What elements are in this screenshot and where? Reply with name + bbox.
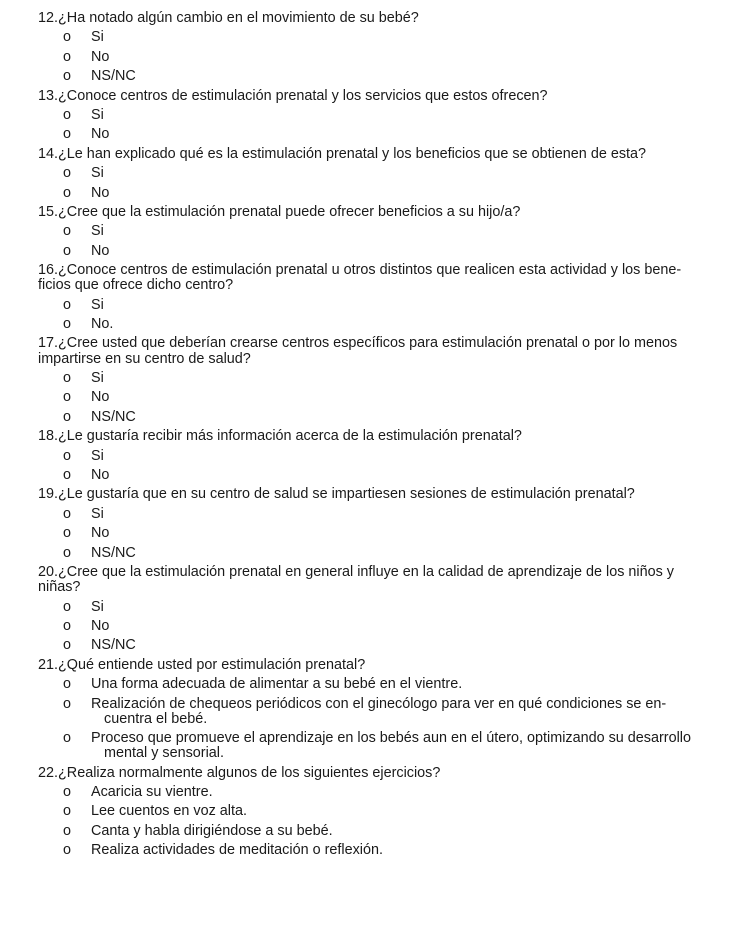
- question-text: [38, 145, 732, 164]
- option-bullet: o: [63, 822, 72, 839]
- answer-option[interactable]: [38, 408, 736, 427]
- answer-option[interactable]: [38, 315, 736, 334]
- option-bullet: o: [63, 784, 72, 801]
- question-text: [38, 261, 732, 296]
- question-text: [38, 203, 732, 222]
- question-16: [38, 261, 736, 334]
- question-12: [38, 9, 736, 87]
- question-15: [38, 203, 736, 261]
- question-21: [38, 656, 736, 764]
- option-label: No: [91, 525, 110, 542]
- option-bullet: o: [63, 695, 72, 712]
- question-number: 16.: [38, 262, 59, 279]
- question-label-line1: ¿Conoce centros de estimulación prenatal u otros distintos que realicen esta actividad y los bene-: [58, 262, 682, 279]
- option-label: Si: [91, 296, 104, 313]
- answer-option[interactable]: [38, 524, 736, 543]
- option-bullet: o: [63, 505, 72, 522]
- answer-option[interactable]: [38, 125, 736, 144]
- option-label: Si: [91, 106, 104, 123]
- question-number: 14.: [38, 145, 59, 162]
- option-bullet: o: [63, 223, 72, 240]
- question-text: [38, 485, 732, 504]
- option-bullet: o: [63, 68, 72, 85]
- question-label: ¿Le gustaría recibir más información acerca de la estimulación prenatal?: [58, 428, 522, 445]
- question-number: 15.: [38, 203, 59, 220]
- option-bullet: o: [63, 29, 72, 46]
- option-bullet: o: [63, 544, 72, 561]
- option-bullet: o: [63, 730, 72, 747]
- answer-option[interactable]: [38, 729, 736, 764]
- question-number: 20.: [38, 563, 59, 580]
- option-label: [88, 697, 736, 727]
- question-number: 18.: [38, 428, 59, 445]
- answer-option[interactable]: [38, 447, 736, 466]
- option-label-line2: mental y sensorial.: [104, 745, 224, 762]
- question-label: ¿Cree que la estimulación prenatal puede ofrecer beneficios a su hijo/a?: [58, 203, 521, 220]
- question-label: ¿Realiza normalmente algunos de los siguientes ejercicios?: [58, 764, 441, 781]
- answer-option[interactable]: [38, 802, 736, 821]
- option-label: No: [91, 617, 110, 634]
- option-bullet: o: [63, 389, 72, 406]
- option-bullet: o: [63, 370, 72, 387]
- option-label: No.: [91, 316, 114, 333]
- option-bullet: o: [63, 242, 72, 259]
- option-label: NS/NC: [91, 408, 136, 425]
- question-label: ¿Le gustaría que en su centro de salud se impartiesen sesiones de estimulación prenatal?: [58, 486, 635, 503]
- option-bullet: o: [63, 408, 72, 425]
- option-label: NS/NC: [91, 68, 136, 85]
- option-label: Realiza actividades de meditación o reflexión.: [91, 842, 383, 859]
- option-bullet: o: [63, 316, 72, 333]
- question-19: [38, 485, 736, 563]
- question-20: [38, 563, 736, 656]
- questionnaire: [38, 9, 736, 861]
- option-bullet: o: [63, 467, 72, 483]
- question-label-line2: niñas?: [38, 579, 81, 596]
- option-bullet: o: [63, 617, 72, 634]
- question-13: [38, 87, 736, 145]
- answer-option[interactable]: [38, 296, 736, 315]
- answer-option[interactable]: [38, 28, 736, 47]
- option-label: Si: [91, 447, 104, 464]
- question-17: [38, 334, 736, 427]
- answer-option[interactable]: [38, 164, 736, 183]
- option-label-line2: cuentra el bebé.: [104, 710, 208, 727]
- question-text: [38, 427, 732, 446]
- answer-option[interactable]: [38, 369, 736, 388]
- option-label: Si: [91, 165, 104, 182]
- option-label: [88, 731, 736, 761]
- option-bullet: o: [63, 447, 72, 464]
- question-label-line2: ficios que ofrece dicho centro?: [38, 277, 234, 294]
- question-label: ¿Le han explicado qué es la estimulación prenatal y los beneficios que se obtienen de esta?: [58, 145, 647, 162]
- question-label: ¿Conoce centros de estimulación prenatal y los servicios que estos ofrecen?: [58, 87, 548, 104]
- answer-option[interactable]: [38, 822, 736, 841]
- option-label: Lee cuentos en voz alta.: [91, 803, 248, 820]
- question-14: [38, 145, 736, 203]
- question-label: ¿Qué entiende usted por estimulación prenatal?: [58, 656, 366, 673]
- option-bullet: o: [63, 48, 72, 65]
- option-label: Si: [91, 598, 104, 615]
- question-number: 17.: [38, 335, 59, 352]
- option-label: NS/NC: [91, 544, 136, 561]
- option-label: No: [91, 389, 110, 406]
- question-text: [38, 334, 732, 369]
- question-label: ¿Ha notado algún cambio en el movimiento de su bebé?: [58, 10, 419, 26]
- question-text: [38, 764, 732, 783]
- option-label: Si: [91, 29, 104, 46]
- question-label-line2: impartirse en su centro de salud?: [38, 350, 251, 367]
- answer-option[interactable]: [38, 48, 736, 67]
- option-label: Acaricia su vientre.: [91, 784, 213, 801]
- question-18: [38, 427, 736, 485]
- question-number: 21.: [38, 656, 59, 673]
- answer-option[interactable]: [38, 675, 736, 694]
- option-label: Si: [91, 370, 104, 387]
- answer-option[interactable]: [38, 222, 736, 241]
- answer-option[interactable]: [38, 695, 736, 730]
- question-number: 12.: [38, 10, 59, 26]
- option-bullet: o: [63, 106, 72, 123]
- answer-option[interactable]: [38, 184, 736, 203]
- answer-option[interactable]: [38, 67, 736, 86]
- option-bullet: o: [63, 296, 72, 313]
- option-bullet: o: [63, 165, 72, 182]
- option-bullet: o: [63, 126, 72, 143]
- answer-option[interactable]: [38, 783, 736, 802]
- option-label: Si: [91, 223, 104, 240]
- question-label-line1: ¿Cree que la estimulación prenatal en general influye en la calidad de aprendizaje de los niños y: [58, 563, 675, 580]
- answer-option[interactable]: [38, 505, 736, 524]
- option-label: Una forma adecuada de alimentar a su bebé en el vientre.: [91, 676, 463, 693]
- answer-option[interactable]: [38, 242, 736, 261]
- question-number: 19.: [38, 486, 59, 503]
- option-label: Canta y habla dirigiéndose a su bebé.: [91, 822, 333, 839]
- question-text: [38, 656, 732, 675]
- answer-option[interactable]: [38, 388, 736, 407]
- answer-option[interactable]: [38, 106, 736, 125]
- question-text: [38, 9, 732, 28]
- option-label: NS/NC: [91, 637, 136, 654]
- question-22: [38, 764, 736, 861]
- option-label: No: [91, 48, 110, 65]
- answer-option[interactable]: [38, 544, 736, 563]
- option-label: No: [91, 184, 110, 201]
- question-number: 13.: [38, 87, 59, 104]
- option-bullet: o: [63, 598, 72, 615]
- answer-option[interactable]: [38, 598, 736, 617]
- option-bullet: o: [63, 525, 72, 542]
- option-label: No: [91, 242, 110, 259]
- option-label: No: [91, 467, 110, 483]
- question-text: [38, 87, 732, 106]
- option-label-line1: Proceso que promueve el aprendizaje en los bebés aun en el útero, optimizando su desarrollo: [91, 730, 691, 747]
- option-bullet: o: [63, 184, 72, 201]
- answer-option[interactable]: [38, 636, 736, 655]
- question-label-line1: ¿Cree usted que deberían crearse centros específicos para estimulación prenatal o por lo menos: [58, 335, 678, 352]
- option-bullet: o: [63, 803, 72, 820]
- answer-option[interactable]: [38, 841, 736, 860]
- option-bullet: o: [63, 676, 72, 693]
- question-number: 22.: [38, 764, 59, 781]
- option-bullet: o: [63, 842, 72, 859]
- option-label: Si: [91, 505, 104, 522]
- option-label: No: [91, 126, 110, 143]
- question-text: [38, 563, 732, 598]
- answer-option[interactable]: [38, 466, 736, 485]
- option-label-line1: Realización de chequeos periódicos con el ginecólogo para ver en qué condiciones se en-: [91, 695, 667, 712]
- option-bullet: o: [63, 637, 72, 654]
- answer-option[interactable]: [38, 617, 736, 636]
